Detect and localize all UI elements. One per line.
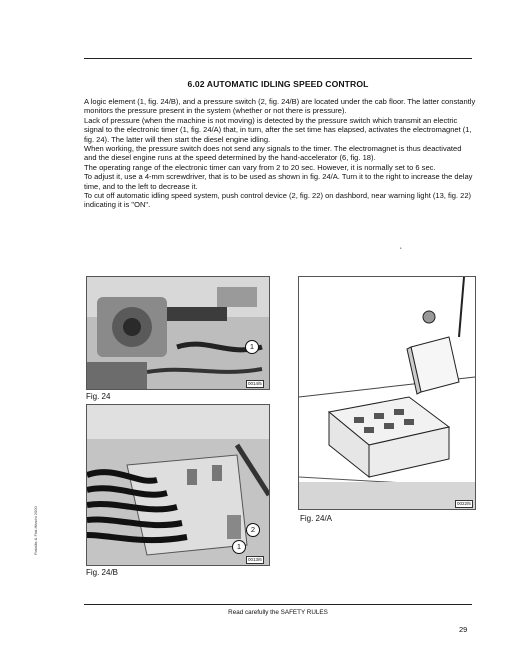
section-title: 6.02 AUTOMATIC IDLING SPEED CONTROL [187, 79, 369, 89]
header-rule [84, 58, 472, 59]
fig24-photo [86, 276, 270, 390]
paragraph: A logic element (1, fig. 24/B), and a pressure switch (2, fig. 24/B) are located under the cab floor. The latter constantly monitors the pressure present in the system (whether or not there is pressure). [84, 97, 476, 116]
side-note: Fiatallis & Fiat-Hitachi 2000 [33, 506, 38, 555]
paragraph: To adjust it, use a 4-mm screwdriver, that is to be used as shown in fig. 24/A. Turn it to the right to increase the delay time, and to the left to decrease it. [84, 172, 473, 191]
page-number: 29 [459, 625, 468, 634]
engine-photo-drawing [87, 277, 269, 389]
fig24-code: 0014/5 [248, 381, 262, 386]
timer-box-drawing [299, 277, 475, 509]
fig24b-caption: Fig. 24/B [86, 568, 119, 577]
fig24a-photo [298, 276, 476, 510]
fig24-caption: Fig. 24 [86, 392, 111, 401]
fig24b-code: 0013/6 [248, 557, 262, 562]
fig24a-caption: Fig. 24/A [300, 514, 333, 523]
stray-mark: ʻ [400, 246, 402, 255]
body-text [84, 97, 476, 210]
paragraph: The operating range of the electronic timer can vary from 2 to 20 sec. However, it is normally set to 6 sec. [84, 162, 436, 172]
fig24-callout-1: 1 [245, 340, 259, 354]
fig24b-callout-1: 1 [232, 540, 246, 554]
fig24a-code: 0022/5 [457, 501, 471, 506]
paragraph: Lack of pressure (when the machine is not moving) is detected by the pressure switch which transmit an electric signal to the electronic timer (1, fig. 24/A) that, in turn, after the set time has elapsed, activates the electromagnet (1, fig. 24). The latter will then start the diesel engine idling. [84, 115, 472, 144]
paragraph: To cut off automatic idling speed system, push control device (2, fig. 22) on dashbord, near warning light (13, fig. 22) indicating it is "ON". [84, 191, 472, 210]
footer-text: Read carefully the SAFETY RULES [228, 609, 328, 616]
paragraph: When working, the pressure switch does not send any signals to the timer. The electromagnet is thus deactivated and the diesel engine runs at the speed determined by the hand-accelerator (6, fig. 18). [84, 144, 462, 163]
fig24b-callout-2: 2 [246, 523, 260, 537]
footer-rule [84, 604, 472, 605]
